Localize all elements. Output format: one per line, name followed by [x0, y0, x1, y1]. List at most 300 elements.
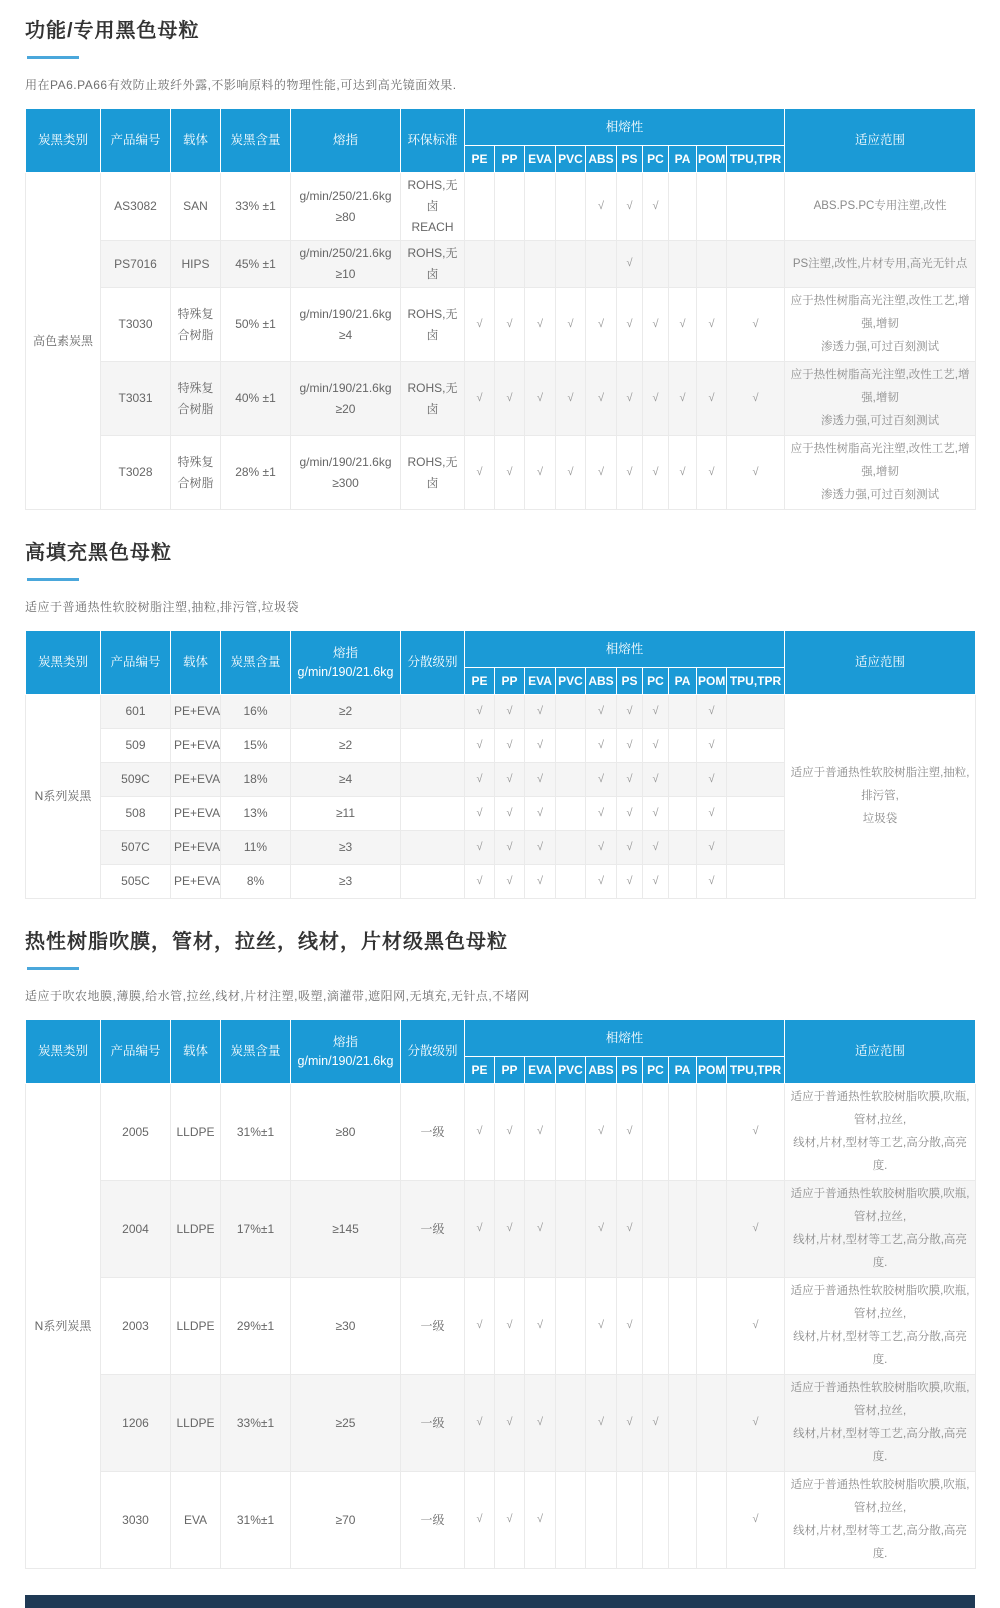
compat-cell-PS: √	[617, 763, 643, 797]
compat-column-ABS: ABS	[586, 146, 617, 173]
compat-cell-ABS: √	[586, 763, 617, 797]
carrier-cell: PE+EVA	[171, 729, 221, 763]
compat-cell-PP: √	[495, 695, 525, 729]
table-row	[26, 241, 976, 288]
product-cell: 505C	[101, 865, 171, 899]
compat-cell-TPU,TPR	[727, 763, 785, 797]
compat-cell-ABS: √	[586, 865, 617, 899]
compat-cell-ABS: √	[586, 288, 617, 362]
compat-column-PP: PP	[495, 146, 525, 173]
compat-cell-TPU,TPR: √	[727, 436, 785, 510]
compat-cell-PC	[643, 1472, 669, 1569]
compat-cell-PE: √	[465, 362, 495, 436]
compat-cell-EVA: √	[525, 797, 556, 831]
section-title: 热性树脂吹膜，管材，拉丝，线材，片材级黑色母粒	[25, 931, 508, 953]
compat-cell-PVC	[556, 1375, 586, 1472]
carrier-cell: 特殊复合树脂	[171, 288, 221, 362]
compat-cell-ABS: √	[586, 1278, 617, 1375]
range-cell: 适应于普通热性软胶树脂吹膜,吹瓶,管材,拉丝, 线材,片材,型材等工艺,高分散,高亮度.	[785, 1375, 976, 1472]
carbon-content-cell: 33% ±1	[221, 173, 291, 241]
dispersion-cell: 一级	[401, 1375, 465, 1472]
compat-cell-PE: √	[465, 695, 495, 729]
column-header-carrier: 载体	[171, 1020, 221, 1084]
compat-cell-PA	[669, 1375, 697, 1472]
melt-index-cell: ≥25	[291, 1375, 401, 1472]
compat-cell-PP: √	[495, 1472, 525, 1569]
title-underline	[27, 56, 79, 59]
melt-index-cell: ≥3	[291, 865, 401, 899]
column-header-melt-index: 熔指 g/min/190/21.6kg	[291, 631, 401, 695]
compat-cell-PP: √	[495, 436, 525, 510]
compat-cell-PC	[643, 1084, 669, 1181]
compat-cell-PVC	[556, 241, 586, 288]
product-cell: 2004	[101, 1181, 171, 1278]
compat-cell-ABS: √	[586, 173, 617, 241]
compat-cell-PVC	[556, 173, 586, 241]
compat-cell-PE	[465, 173, 495, 241]
compat-cell-PE: √	[465, 1375, 495, 1472]
product-cell: AS3082	[101, 173, 171, 241]
title-underline	[27, 578, 79, 581]
compat-cell-TPU,TPR	[727, 173, 785, 241]
product-cell: 2005	[101, 1084, 171, 1181]
dispersion-cell: 一级	[401, 1278, 465, 1375]
compat-cell-PS: √	[617, 1181, 643, 1278]
carrier-cell: PE+EVA	[171, 831, 221, 865]
compat-cell-EVA: √	[525, 1181, 556, 1278]
dispersion-cell: 一级	[401, 1472, 465, 1569]
env-standard-cell: ROHS,无卤	[401, 362, 465, 436]
compat-cell-PP: √	[495, 865, 525, 899]
carbon-content-cell: 31%±1	[221, 1472, 291, 1569]
compat-cell-EVA	[525, 241, 556, 288]
compat-cell-PVC	[556, 797, 586, 831]
column-header-carbon-content: 炭黑含量	[221, 1020, 291, 1084]
dispersion-cell	[401, 865, 465, 899]
compat-cell-EVA: √	[525, 1375, 556, 1472]
compat-cell-PC: √	[643, 436, 669, 510]
compat-cell-PC: √	[643, 362, 669, 436]
melt-index-cell: g/min/190/21.6kg ≥4	[291, 288, 401, 362]
compat-cell-PP: √	[495, 763, 525, 797]
table-row	[26, 362, 976, 436]
range-cell: 适应于普通热性软胶树脂吹膜,吹瓶,管材,拉丝, 线材,片材,型材等工艺,高分散,高亮度.	[785, 1084, 976, 1181]
carrier-cell: LLDPE	[171, 1084, 221, 1181]
column-header-application-range: 适应范围	[785, 109, 976, 173]
product-cell: 509	[101, 729, 171, 763]
carrier-cell: HIPS	[171, 241, 221, 288]
product-cell: T3028	[101, 436, 171, 510]
compat-cell-ABS: √	[586, 1375, 617, 1472]
compat-column-TPU,TPR: TPU,TPR	[727, 146, 785, 173]
compat-cell-PE: √	[465, 831, 495, 865]
compat-cell-PC	[643, 1278, 669, 1375]
dispersion-cell	[401, 797, 465, 831]
compat-cell-EVA: √	[525, 695, 556, 729]
compat-column-EVA: EVA	[525, 146, 556, 173]
melt-index-cell: ≥2	[291, 729, 401, 763]
compat-cell-POM: √	[697, 362, 727, 436]
env-standard-cell: ROHS,无卤	[401, 436, 465, 510]
compat-column-PA: PA	[669, 668, 697, 695]
carbon-content-cell: 50% ±1	[221, 288, 291, 362]
compat-cell-EVA: √	[525, 865, 556, 899]
compat-column-PS: PS	[617, 1057, 643, 1084]
compat-column-PVC: PVC	[556, 668, 586, 695]
compat-cell-PE: √	[465, 729, 495, 763]
compat-cell-TPU,TPR: √	[727, 1278, 785, 1375]
dispersion-cell	[401, 831, 465, 865]
melt-index-cell: g/min/190/21.6kg ≥20	[291, 362, 401, 436]
compat-cell-PA	[669, 865, 697, 899]
compat-cell-PA: √	[669, 288, 697, 362]
compat-cell-PA: √	[669, 362, 697, 436]
column-header-application-range: 适应范围	[785, 1020, 976, 1084]
compat-cell-PS: √	[617, 865, 643, 899]
melt-index-cell: ≥4	[291, 763, 401, 797]
compat-cell-PC	[643, 1181, 669, 1278]
table-row	[26, 695, 976, 729]
dispersion-cell	[401, 763, 465, 797]
column-header-melt-index: 熔指	[291, 109, 401, 173]
compat-cell-PE: √	[465, 797, 495, 831]
compat-cell-PA	[669, 241, 697, 288]
column-header-product: 产品编号	[101, 109, 171, 173]
compat-cell-PVC: √	[556, 362, 586, 436]
section-high-fill-masterbatch	[25, 536, 975, 899]
range-cell: PS注塑,改性,片材专用,高光无针点	[785, 241, 976, 288]
env-standard-cell: ROHS,无卤 REACH	[401, 173, 465, 241]
compat-cell-PP	[495, 241, 525, 288]
compat-column-POM: POM	[697, 146, 727, 173]
column-header-product: 产品编号	[101, 631, 171, 695]
compat-cell-PS: √	[617, 362, 643, 436]
dispersion-cell	[401, 729, 465, 763]
compat-cell-EVA	[525, 173, 556, 241]
column-header-compatibility: 相熔性	[465, 631, 785, 668]
compat-cell-PA	[669, 1181, 697, 1278]
compat-column-PE: PE	[465, 146, 495, 173]
compat-column-PC: PC	[643, 668, 669, 695]
table-row	[26, 1278, 976, 1375]
compat-column-TPU,TPR: TPU,TPR	[727, 1057, 785, 1084]
column-header-carrier: 载体	[171, 631, 221, 695]
range-cell: ABS.PS.PC专用注塑,改性	[785, 173, 976, 241]
melt-index-cell: ≥30	[291, 1278, 401, 1375]
column-header-dispersion-grade: 分散级别	[401, 1020, 465, 1084]
column-header-category: 炭黑类别	[26, 631, 101, 695]
carbon-content-cell: 16%	[221, 695, 291, 729]
carbon-content-cell: 15%	[221, 729, 291, 763]
compat-cell-TPU,TPR	[727, 797, 785, 831]
compat-cell-ABS: √	[586, 436, 617, 510]
compat-cell-PS: √	[617, 173, 643, 241]
compat-column-PE: PE	[465, 1057, 495, 1084]
compat-cell-PA	[669, 1278, 697, 1375]
compat-cell-PA: √	[669, 436, 697, 510]
carbon-content-cell: 17%±1	[221, 1181, 291, 1278]
compat-cell-PP: √	[495, 1181, 525, 1278]
compat-cell-PS: √	[617, 797, 643, 831]
dispersion-cell: 一级	[401, 1181, 465, 1278]
carrier-cell: LLDPE	[171, 1278, 221, 1375]
compat-cell-PE: √	[465, 865, 495, 899]
compat-cell-PVC	[556, 1181, 586, 1278]
compat-cell-PS: √	[617, 1084, 643, 1181]
compat-cell-PC: √	[643, 173, 669, 241]
column-header-dispersion-grade: 分散级别	[401, 631, 465, 695]
compat-cell-PC: √	[643, 865, 669, 899]
compat-cell-TPU,TPR	[727, 865, 785, 899]
compat-cell-PVC	[556, 1472, 586, 1569]
carbon-content-cell: 33%±1	[221, 1375, 291, 1472]
compat-cell-PA	[669, 1472, 697, 1569]
title-underline	[27, 967, 79, 970]
compat-cell-PP: √	[495, 288, 525, 362]
product-cell: 508	[101, 797, 171, 831]
compat-cell-PP: √	[495, 1084, 525, 1181]
carrier-cell: 特殊复合树脂	[171, 436, 221, 510]
compat-column-PS: PS	[617, 668, 643, 695]
compat-cell-EVA: √	[525, 729, 556, 763]
compat-cell-PVC	[556, 1084, 586, 1181]
carbon-content-cell: 31%±1	[221, 1084, 291, 1181]
compat-cell-POM	[697, 1278, 727, 1375]
compat-cell-PE: √	[465, 288, 495, 362]
column-header-category: 炭黑类别	[26, 109, 101, 173]
table-row	[26, 173, 976, 241]
melt-index-cell: ≥3	[291, 831, 401, 865]
compat-cell-PE: √	[465, 763, 495, 797]
product-cell: 507C	[101, 831, 171, 865]
category-cell: N系列炭黑	[26, 1084, 101, 1569]
compat-cell-PVC	[556, 865, 586, 899]
range-cell: 适应于普通热性软胶树脂吹膜,吹瓶,管材,拉丝, 线材,片材,型材等工艺,高分散,高亮度.	[785, 1472, 976, 1569]
range-cell: 应于热性树脂高光注塑,改性工艺,增强,增韧 渗透力强,可过百刻测试	[785, 362, 976, 436]
carbon-content-cell: 11%	[221, 831, 291, 865]
compat-cell-PS	[617, 1472, 643, 1569]
compat-cell-PC: √	[643, 1375, 669, 1472]
compat-cell-POM: √	[697, 865, 727, 899]
compat-cell-ABS: √	[586, 831, 617, 865]
section-title: 功能/专用黑色母粒	[25, 20, 200, 42]
compat-cell-PE: √	[465, 1181, 495, 1278]
compat-cell-PA	[669, 763, 697, 797]
table-row	[26, 1472, 976, 1569]
carrier-cell: EVA	[171, 1472, 221, 1569]
compat-column-PC: PC	[643, 146, 669, 173]
compat-cell-PP: √	[495, 1278, 525, 1375]
compat-cell-POM	[697, 1084, 727, 1181]
compat-column-POM: POM	[697, 1057, 727, 1084]
table-row	[26, 1375, 976, 1472]
range-cell: 适应于普通热性软胶树脂注塑,抽粒,排污管, 垃圾袋	[785, 695, 976, 899]
table-row	[26, 288, 976, 362]
compat-cell-POM	[697, 1472, 727, 1569]
product-cell: 3030	[101, 1472, 171, 1569]
compat-cell-PA	[669, 1084, 697, 1181]
melt-index-cell: ≥70	[291, 1472, 401, 1569]
compat-cell-EVA: √	[525, 763, 556, 797]
compat-cell-PVC	[556, 1278, 586, 1375]
env-standard-cell: ROHS,无卤	[401, 288, 465, 362]
compat-cell-PC: √	[643, 763, 669, 797]
compat-cell-TPU,TPR: √	[727, 288, 785, 362]
compat-cell-TPU,TPR	[727, 241, 785, 288]
column-header-compatibility: 相熔性	[465, 109, 785, 146]
compat-column-EVA: EVA	[525, 668, 556, 695]
compat-cell-PVC	[556, 763, 586, 797]
compat-column-ABS: ABS	[586, 1057, 617, 1084]
compat-cell-PE: √	[465, 1278, 495, 1375]
compat-cell-EVA: √	[525, 1278, 556, 1375]
compat-cell-EVA: √	[525, 362, 556, 436]
range-cell: 适应于普通热性软胶树脂吹膜,吹瓶,管材,拉丝, 线材,片材,型材等工艺,高分散,高亮度.	[785, 1181, 976, 1278]
compat-cell-PE	[465, 241, 495, 288]
range-cell: 应于热性树脂高光注塑,改性工艺,增强,增韧 渗透力强,可过百刻测试	[785, 436, 976, 510]
dispersion-cell: 一级	[401, 1084, 465, 1181]
column-header-carrier: 载体	[171, 109, 221, 173]
compat-cell-EVA: √	[525, 288, 556, 362]
carrier-cell: 特殊复合树脂	[171, 362, 221, 436]
table-row	[26, 436, 976, 510]
compat-cell-POM: √	[697, 831, 727, 865]
compat-cell-PS: √	[617, 695, 643, 729]
compat-column-PP: PP	[495, 668, 525, 695]
compat-cell-POM	[697, 1181, 727, 1278]
product-cell: 2003	[101, 1278, 171, 1375]
column-header-product: 产品编号	[101, 1020, 171, 1084]
carbon-content-cell: 45% ±1	[221, 241, 291, 288]
carbon-content-cell: 28% ±1	[221, 436, 291, 510]
carrier-cell: PE+EVA	[171, 865, 221, 899]
compat-cell-POM	[697, 173, 727, 241]
compat-cell-PE: √	[465, 1084, 495, 1181]
compat-cell-PE: √	[465, 1472, 495, 1569]
carrier-cell: PE+EVA	[171, 695, 221, 729]
compat-cell-PA	[669, 729, 697, 763]
compat-cell-POM: √	[697, 763, 727, 797]
table-row	[26, 1181, 976, 1278]
compat-column-PS: PS	[617, 146, 643, 173]
compat-cell-PVC	[556, 695, 586, 729]
carbon-content-cell: 18%	[221, 763, 291, 797]
compat-cell-EVA: √	[525, 1084, 556, 1181]
carrier-cell: PE+EVA	[171, 797, 221, 831]
column-header-melt-index: 熔指 g/min/190/21.6kg	[291, 1020, 401, 1084]
column-header-carbon-content: 炭黑含量	[221, 109, 291, 173]
compat-cell-ABS: √	[586, 1084, 617, 1181]
carrier-cell: PE+EVA	[171, 763, 221, 797]
column-header-env-standard: 环保标准	[401, 109, 465, 173]
product-cell: T3030	[101, 288, 171, 362]
category-cell: N系列炭黑	[26, 695, 101, 899]
compat-cell-ABS: √	[586, 797, 617, 831]
range-cell: 适应于普通热性软胶树脂吹膜,吹瓶,管材,拉丝, 线材,片材,型材等工艺,高分散,高亮度.	[785, 1278, 976, 1375]
compat-cell-TPU,TPR	[727, 831, 785, 865]
product-cell: 509C	[101, 763, 171, 797]
compat-cell-PE: √	[465, 436, 495, 510]
section-description: 适应于吹农地膜,薄膜,给水管,拉丝,线材,片材注塑,吸塑,滴灌带,遮阳网,无填充,无针点,不堵网	[25, 989, 530, 1003]
melt-index-cell: ≥145	[291, 1181, 401, 1278]
section-title: 高填充黑色母粒	[25, 542, 172, 564]
column-header-compatibility: 相熔性	[465, 1020, 785, 1057]
compat-cell-ABS	[586, 241, 617, 288]
compat-cell-EVA: √	[525, 831, 556, 865]
compat-cell-POM: √	[697, 695, 727, 729]
compat-cell-PA	[669, 831, 697, 865]
compat-cell-TPU,TPR: √	[727, 1181, 785, 1278]
compat-column-PVC: PVC	[556, 146, 586, 173]
compat-cell-ABS: √	[586, 1181, 617, 1278]
melt-index-cell: g/min/250/21.6kg ≥10	[291, 241, 401, 288]
compat-cell-ABS: √	[586, 362, 617, 436]
carbon-content-cell: 8%	[221, 865, 291, 899]
carbon-content-cell: 13%	[221, 797, 291, 831]
compat-cell-PS: √	[617, 436, 643, 510]
compat-cell-PC: √	[643, 729, 669, 763]
table-row	[26, 1084, 976, 1181]
dispersion-cell	[401, 695, 465, 729]
compat-cell-PA	[669, 797, 697, 831]
compat-cell-PP: √	[495, 1375, 525, 1472]
compat-cell-EVA: √	[525, 436, 556, 510]
compat-cell-PC: √	[643, 797, 669, 831]
carrier-cell: SAN	[171, 173, 221, 241]
compat-column-ABS: ABS	[586, 668, 617, 695]
compat-cell-POM: √	[697, 797, 727, 831]
column-header-category: 炭黑类别	[26, 1020, 101, 1084]
compat-cell-PS: √	[617, 1278, 643, 1375]
carrier-cell: LLDPE	[171, 1375, 221, 1472]
section-description: 适应于普通热性软胶树脂注塑,抽粒,排污管,垃圾袋	[25, 600, 300, 614]
compat-cell-PS: √	[617, 241, 643, 288]
compat-cell-PC: √	[643, 831, 669, 865]
compat-cell-POM	[697, 241, 727, 288]
compat-column-PA: PA	[669, 1057, 697, 1084]
melt-index-cell: g/min/250/21.6kg ≥80	[291, 173, 401, 241]
category-cell: 高色素炭黑	[26, 173, 101, 510]
melt-index-cell: ≥2	[291, 695, 401, 729]
compat-cell-PA	[669, 173, 697, 241]
compat-column-PVC: PVC	[556, 1057, 586, 1084]
compat-cell-TPU,TPR: √	[727, 1375, 785, 1472]
high-fill-products-table	[25, 630, 976, 899]
env-standard-cell: ROHS,无卤	[401, 241, 465, 288]
compat-cell-PVC	[556, 729, 586, 763]
product-cell: T3031	[101, 362, 171, 436]
compat-cell-TPU,TPR: √	[727, 1084, 785, 1181]
compat-cell-PVC	[556, 831, 586, 865]
carrier-cell: LLDPE	[171, 1181, 221, 1278]
compat-cell-PS: √	[617, 729, 643, 763]
compat-column-POM: POM	[697, 668, 727, 695]
melt-index-cell: g/min/190/21.6kg ≥300	[291, 436, 401, 510]
compat-column-PE: PE	[465, 668, 495, 695]
compat-cell-PS: √	[617, 288, 643, 362]
compat-cell-POM: √	[697, 436, 727, 510]
section-description: 用在PA6.PA66有效防止玻纤外露,不影响原料的物理性能,可达到高光镜面效果.	[25, 78, 457, 92]
carbon-content-cell: 29%±1	[221, 1278, 291, 1375]
compat-cell-TPU,TPR	[727, 695, 785, 729]
compat-cell-POM: √	[697, 729, 727, 763]
compat-cell-PS: √	[617, 1375, 643, 1472]
compat-cell-PC: √	[643, 288, 669, 362]
compat-cell-EVA: √	[525, 1472, 556, 1569]
compat-cell-TPU,TPR	[727, 729, 785, 763]
range-cell: 应于热性树脂高光注塑,改性工艺,增强,增韧 渗透力强,可过百刻测试	[785, 288, 976, 362]
section-thermal-resin-masterbatch	[25, 925, 975, 1569]
